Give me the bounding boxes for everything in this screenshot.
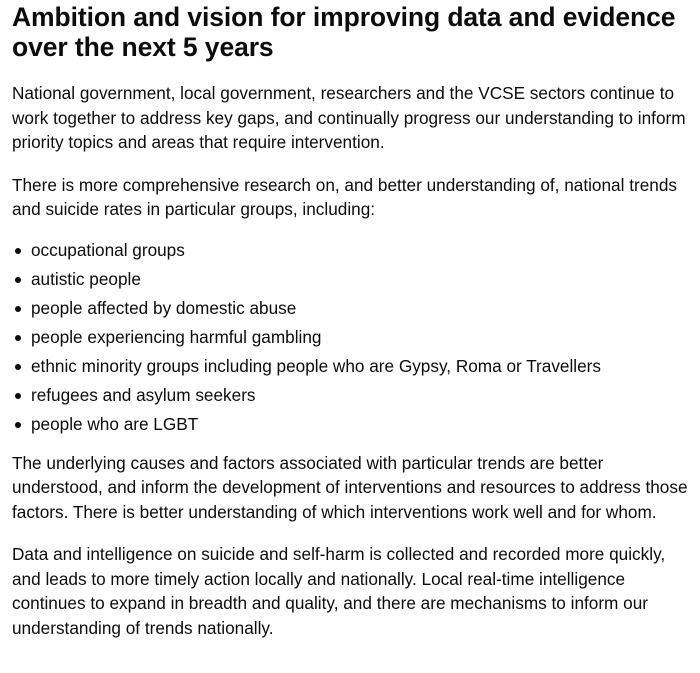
groups-list	[12, 238, 694, 437]
document-content	[0, 2, 700, 640]
list-item: autistic people	[12, 267, 694, 292]
research-paragraph: There is more comprehensive research on, and better understanding of, national trends and suicide rates in particular groups, including:	[12, 174, 677, 219]
data-intelligence-paragraph: Data and intelligence on suicide and self-harm is collected and recorded more quickly, and leads to more timely action locally and nationally. Local real-time intelligence continues to expand in breadth and quality, and there are mechanisms to inform our understanding of trends nationally.	[12, 544, 666, 638]
list-item: people who are LGBT	[12, 412, 694, 437]
list-item: people experiencing harmful gambling	[12, 325, 694, 350]
list-item: occupational groups	[12, 238, 694, 263]
list-item: people affected by domestic abuse	[12, 296, 694, 321]
causes-paragraph: The underlying causes and factors associated with particular trends are better understood, and inform the development of interventions and resources to address those factors. There is better understanding of which interventions work well and for whom.	[12, 452, 688, 522]
intro-paragraph: National government, local government, researchers and the VCSE sectors continue to work together to address key gaps, and continually progress our understanding to inform priority topics and areas that require intervention.	[12, 83, 686, 152]
list-item: ethnic minority groups including people who are Gypsy, Roma or Travellers	[12, 354, 694, 379]
section-heading: Ambition and vision for improving data and evidence over the next 5 years	[12, 2, 676, 62]
list-item: refugees and asylum seekers	[12, 383, 694, 408]
